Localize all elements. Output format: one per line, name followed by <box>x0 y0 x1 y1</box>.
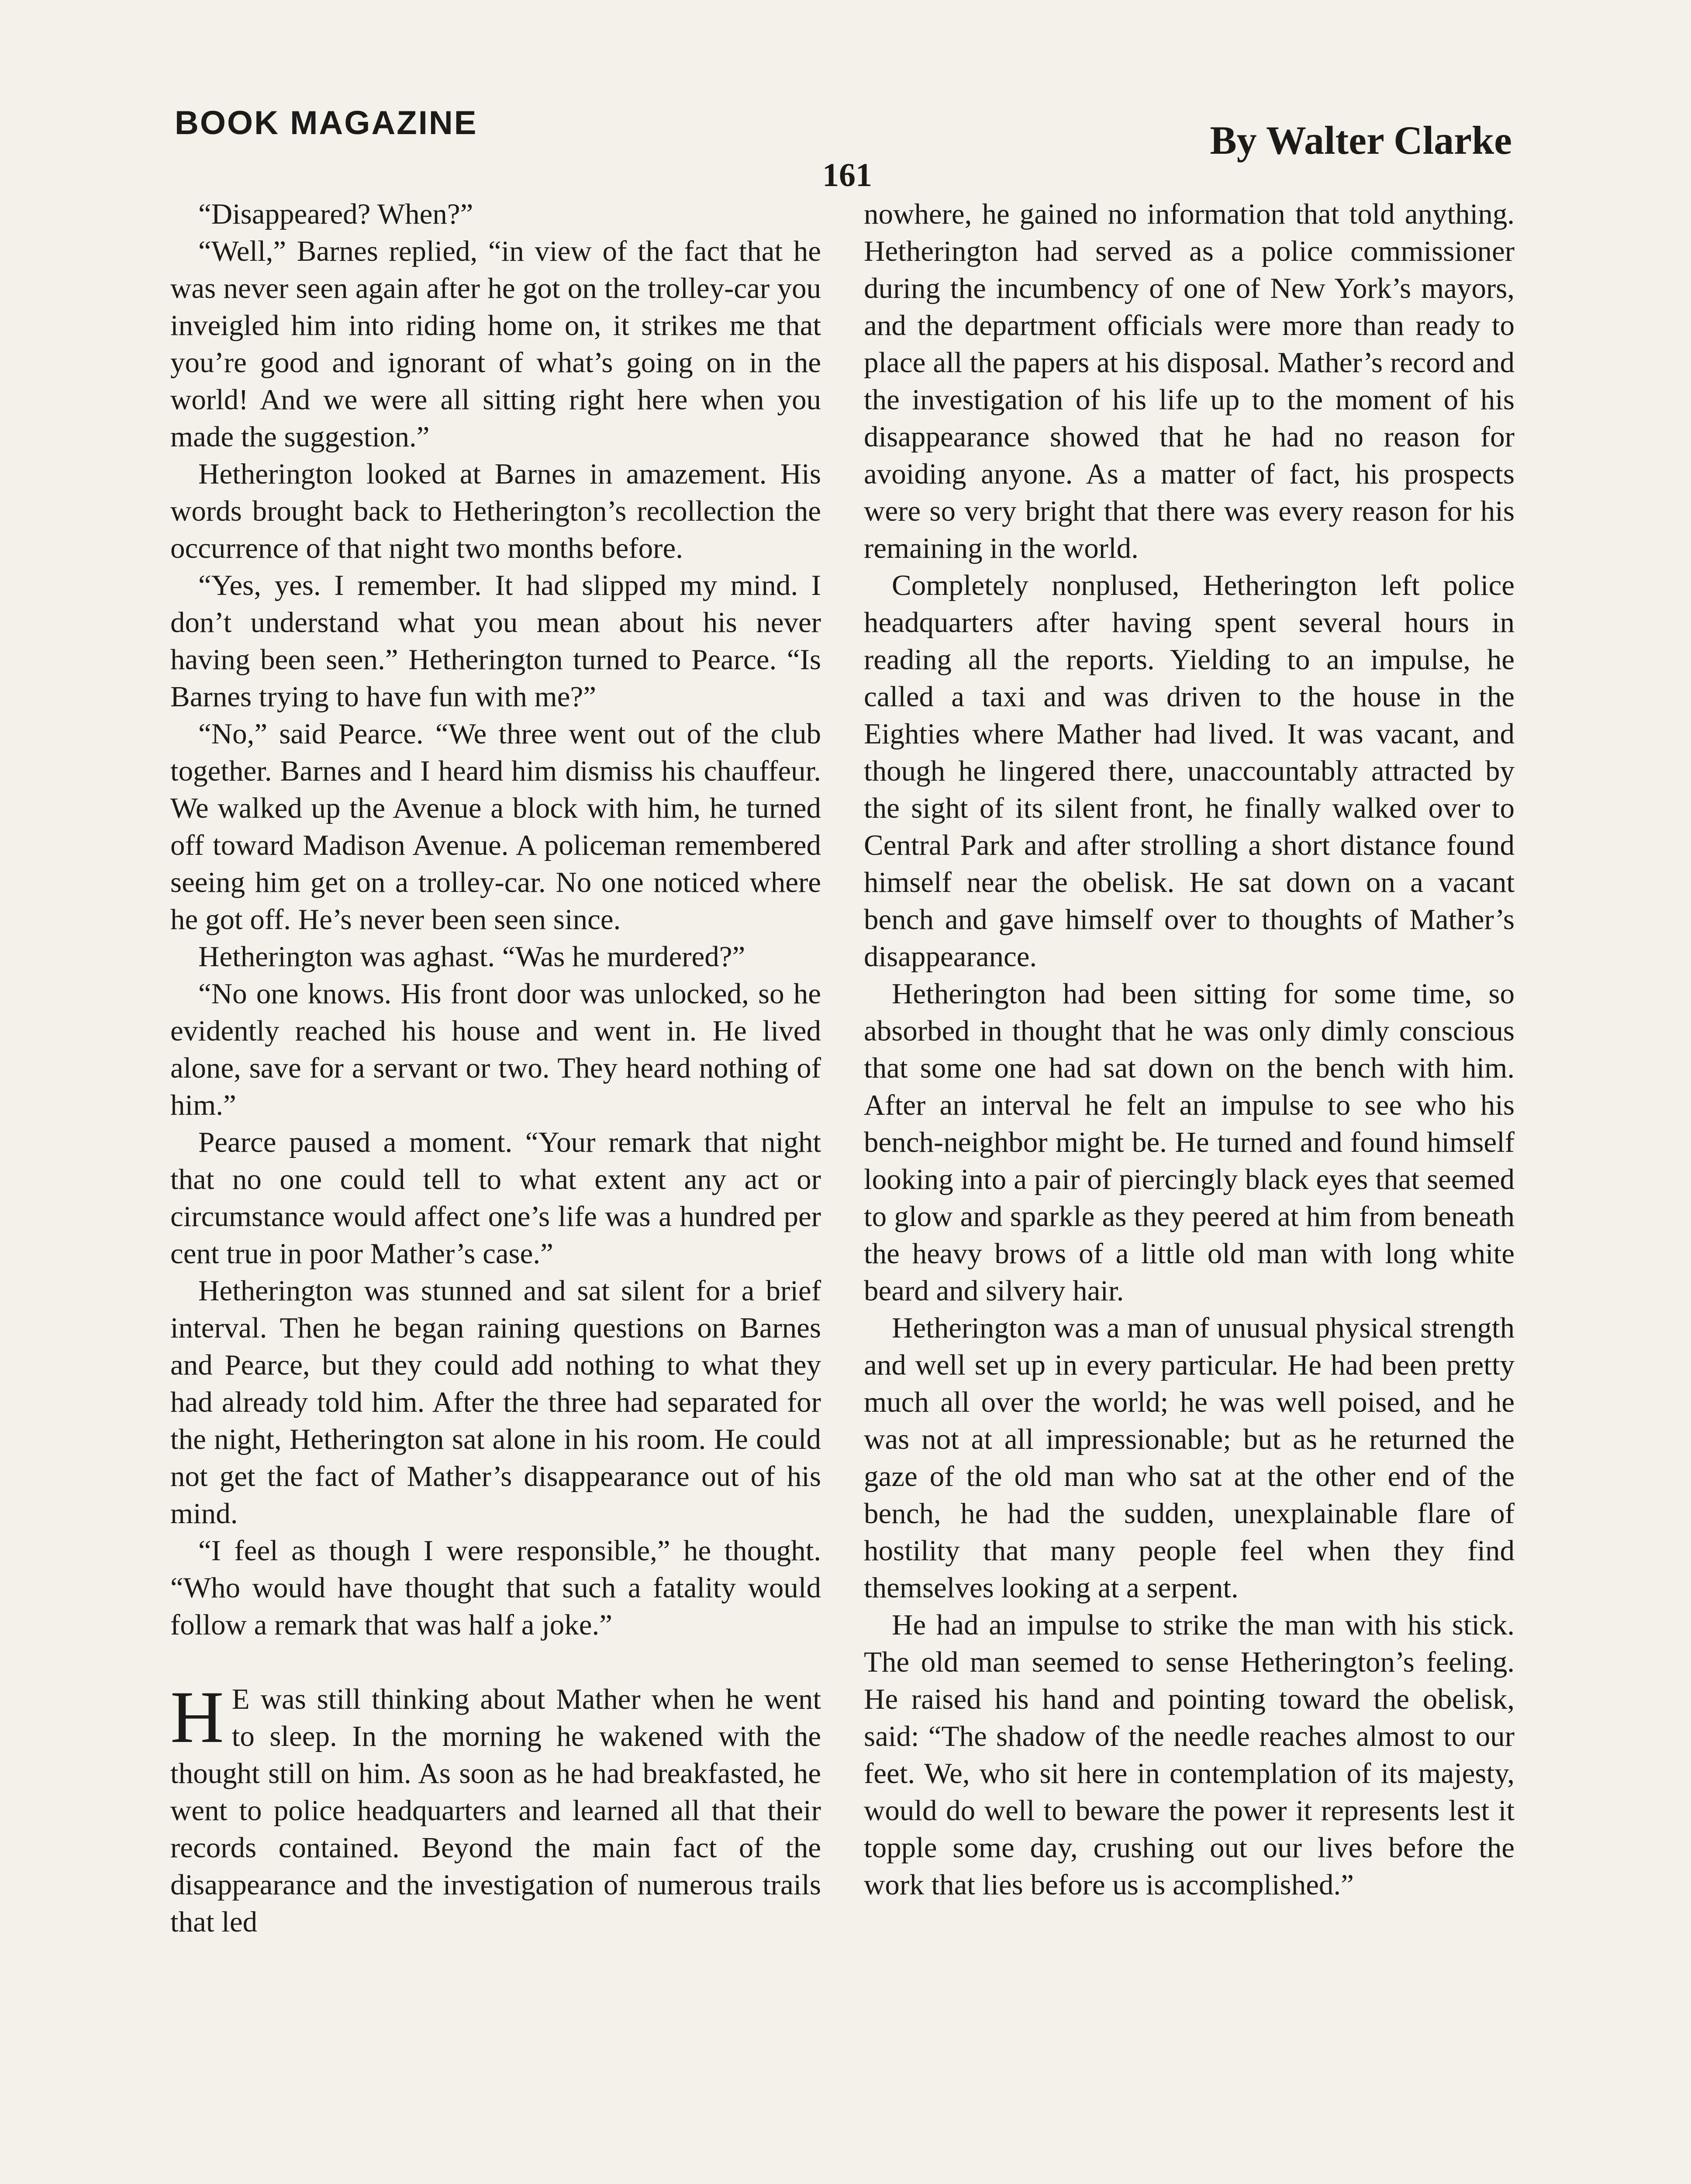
paragraph: Hetherington was aghast. “Was he murdered?” <box>198 940 745 973</box>
paragraph: He had an impulse to strike the man with his stick. The old man seemed to sense Hetherington’s feeling. He raised his hand and pointing toward the obelisk, said: “The shadow of the needle reaches almost to our feet. We, who sit here in contemplation of its majesty, would do well to beware the power it represents lest it topple some day, crushing out our lives before the work that lies before us is accomplished.” <box>864 1609 1515 1901</box>
author-byline: By Walter Clarke <box>1210 118 1512 162</box>
paragraph: “No one knows. His front door was unlocked, so he evidently reached his house and went in. He lived alone, save for a servant or two. They heard nothing of him.” <box>170 978 821 1121</box>
paragraph: Completely nonplused, Hetherington left police headquarters after having spent several hours in reading all the reports. Yielding to an impulse, he called a taxi and was driven to the house in the Eighties where Mather had lived. It was vacant, and though he lingered there, unaccountably attracted by the sight of its silent front, he finally walked over to Central Park and after strolling a short distance found himself near the obelisk. He sat down on a vacant bench and gave himself over to thoughts of Mather’s disappearance. <box>864 569 1515 973</box>
paragraph: Hetherington was a man of unusual physical strength and well set up in every particular. He had been pretty much all over the world; he was well poised, and he was not at all impressionable; but as he returned the gaze of the old man who sat at the other end of the bench, he had the sudden, unexplainable flare of hostility that many people feel when they find themselves looking at a serpent. <box>864 1312 1515 1604</box>
section-text: E was still thinking about Mather when he went to sleep. In the morning he wakened with the thought still on him. As soon as he had breakfasted, he went to police headquarters and learned all that their records contained. Beyond the main fact of the disappearance and the investigation of numerous trails that led <box>170 1683 821 1938</box>
drop-cap: H <box>170 1676 224 1758</box>
right-column <box>864 196 1515 1904</box>
paragraph: Hetherington had been sitting for some time, so absorbed in thought that he was only dimly conscious that some one had sat down on the bench with him. After an interval he felt an impulse to see who his bench-neighbor might be. He turned and found himself looking into a pair of piercingly black eyes that seemed to glow and sparkle as they peered at him from beneath the heavy brows of a little old man with long white beard and silvery hair. <box>864 978 1515 1307</box>
paragraph: Hetherington was stunned and sat silent for a brief interval. Then he began raining questions on Barnes and Pearce, but they could add nothing to what they had already told him. After the three had separated for the night, Hetherington sat alone in his room. He could not get the fact of Mather’s disappearance out of his mind. <box>170 1275 821 1530</box>
paragraph: “Well,” Barnes replied, “in view of the fact that he was never seen again after he got on the trolley-car you inveigled him into riding home on, it strikes me that you’re good and ignorant of what’s going on in the world! And we were all sitting right here when you made the suggestion.” <box>170 235 821 453</box>
section-paragraph <box>170 1676 821 1941</box>
magazine-title: BOOK MAGAZINE <box>175 104 478 142</box>
page-number: 161 <box>822 157 872 194</box>
paragraph: nowhere, he gained no information that told anything. Hetherington had served as a police commissioner during the incumbency of one of New York’s mayors, and the department officials were more than ready to place all the papers at his disposal. Mather’s record and the investigation of his life up to the moment of his disappearance showed that he had no reason for avoiding anyone. As a matter of fact, his prospects were so very bright that there was every reason for his remaining in the world. <box>864 198 1515 564</box>
paragraph: “I feel as though I were responsible,” he thought. “Who would have thought that such a fatality would follow a remark that was half a joke.” <box>170 1534 821 1641</box>
paragraph: Hetherington looked at Barnes in amazement. His words brought back to Hetherington’s recollection the occurrence of that night two months before. <box>170 458 821 564</box>
left-column <box>170 196 821 1941</box>
paragraph: “Disappeared? When?” <box>198 198 473 230</box>
paragraph: “No,” said Pearce. “We three went out of the club together. Barnes and I heard him dismiss his chauffeur. We walked up the Avenue a block with him, he turned off toward Madison Avenue. A policeman remembered seeing him get on a trolley-car. No one noticed where he got off. He’s never been seen since. <box>170 718 821 936</box>
paragraph: “Yes, yes. I remember. It had slipped my mind. I don’t understand what you mean about his never having been seen.” Hetherington turned to Pearce. “Is Barnes trying to have fun with me?” <box>170 569 821 713</box>
paragraph: Pearce paused a moment. “Your remark that night that no one could tell to what extent any act or circumstance would affect one’s life was a hundred per cent true in poor Mather’s case.” <box>170 1126 821 1270</box>
